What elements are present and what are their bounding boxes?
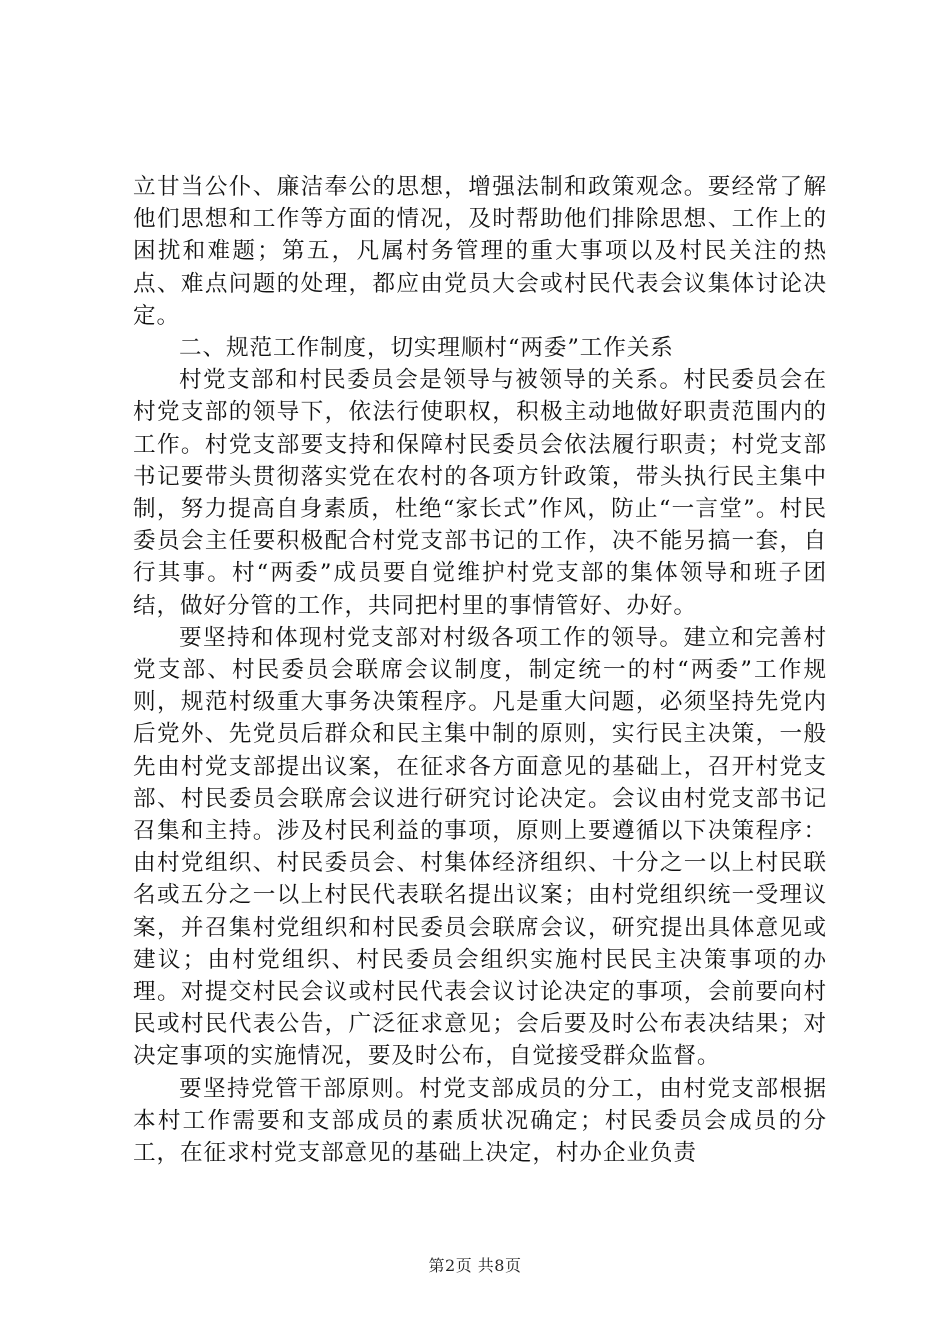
page-number-footer: 第2页 共8页 — [428, 1256, 522, 1275]
paragraph-3: 要坚持和体现村党支部对村级各项工作的领导。建立和完善村党支部、村民委员会联席会议制度，制定统一的村“两委”工作规则，规范村级重大事务决策程序。凡是重大问题，必须坚持先党内后党外、先党员后群众和民主集中制的原则，实行民主决策，一般先由村党支部提出议案，在征求各方面意见的基础上，召开村党支部、村民委员会联席会议进行研究讨论决定。会议由村党支部书记召集和主持。涉及村民利益的事项，原则上要遵循以下决策程序：由村党组织、村民委员会、村集体经济组织、十分之一以上村民联名或五分之一以上村民代表联名提出议案；由村党组织统一受理议案，并召集村党组织和村民委员会联席会议，研究提出具体意见或建议；由村党组织、村民委员会组织实施村民民主决策事项的办理。对提交村民会议或村民代表会议讨论决定的事项，会前要向村民或村民代表公告，广泛征求意见；会后要及时公布表决结果；对决定事项的实施情况，要及时公布，自觉接受群众监督。 — [133, 624, 827, 1070]
paragraph-4: 要坚持党管干部原则。村党支部成员的分工，由村党支部根据本村工作需要和支部成员的素质状况确定；村民委员会成员的分工，在征求村党支部意见的基础上决定，村办企业负责 — [133, 1075, 827, 1167]
paragraph-2: 村党支部和村民委员会是领导与被领导的关系。村民委员会在村党支部的领导下，依法行使职权，积极主动地做好职责范围内的工作。村党支部要支持和保障村民委员会依法履行职责；村党支部书记要带头贯彻落实党在农村的各项方针政策，带头执行民主集中制，努力提高自身素质，杜绝“家长式”作风，防止“一言堂”。村民委员会主任要积极配合村党支部书记的工作，决不能另搞一套，自行其事。村“两委”成员要自觉维护村党支部的集体领导和班子团结，做好分管的工作，共同把村里的事情管好、办好。 — [133, 367, 827, 619]
section-heading: 二、规范工作制度，切实理顺村“两委”工作关系 — [179, 335, 674, 362]
paragraph-1: 立甘当公仆、廉洁奉公的思想，增强法制和政策观念。要经常了解他们思想和工作等方面的情况，及时帮助他们排除思想、工作上的困扰和难题；第五，凡属村务管理的重大事项以及村民关注的热点、难点问题的处理，都应由党员大会或村民代表会议集体讨论决定。 — [133, 174, 827, 329]
document-body — [133, 171, 827, 1169]
